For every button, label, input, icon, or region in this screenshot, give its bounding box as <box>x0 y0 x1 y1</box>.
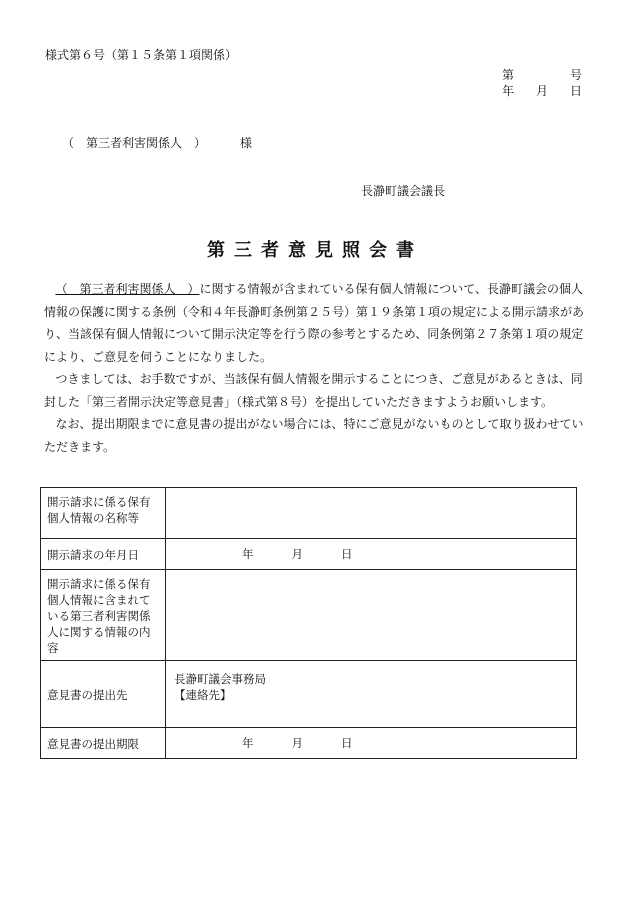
table-row <box>41 728 577 759</box>
row-value-info-content[interactable] <box>166 570 577 661</box>
table-row <box>41 661 577 728</box>
paragraph-1 <box>44 278 588 368</box>
row-value-request-date[interactable] <box>166 539 577 570</box>
sender: 長瀞町議会議長 <box>361 184 446 198</box>
row-label-deadline: 意見書の提出期限 <box>41 728 166 759</box>
row-label-info-name: 開示請求に係る保有個人情報の名称等 <box>41 488 166 539</box>
addressee-name: （ 第三者利害関係人 ） <box>62 136 207 150</box>
table-row <box>41 570 577 661</box>
number-suffix: 号 <box>569 68 582 82</box>
date-year: 年 <box>501 84 514 98</box>
row-label-info-content: 開示請求に係る保有個人情報に含まれている第三者利害関係人に関する情報の内容 <box>41 570 166 661</box>
info-table <box>40 487 577 759</box>
table-row <box>41 488 577 539</box>
request-date-year: 年 <box>242 547 254 561</box>
document-number <box>502 66 582 83</box>
paragraph-3 <box>44 413 588 458</box>
addressee-honorific: 様 <box>240 136 253 150</box>
document-date <box>502 82 582 99</box>
request-date-month: 月 <box>291 547 303 561</box>
deadline-day: 日 <box>341 736 353 750</box>
row-value-submission-to <box>166 661 577 728</box>
number-prefix: 第 <box>501 68 514 82</box>
row-value-deadline[interactable] <box>166 728 577 759</box>
contact-label: 【連絡先】 <box>174 688 232 702</box>
paragraph-2-text: つきましては、お手数ですが、当該保有個人情報を開示することにつき、ご意見があるときは、同封した「第三者開示決定等意見書」（様式第８号）を提出していただきますようお願いします。 <box>44 372 583 409</box>
submission-office: 長瀞町議会事務局 <box>174 672 266 686</box>
paragraph-3-text: なお、提出期限までに意見書の提出がない場合には、特にご意見がないものとして取り扱わせていただきます。 <box>44 417 584 454</box>
request-date-day: 日 <box>341 547 353 561</box>
body-text <box>44 278 588 458</box>
paragraph-1-text: に関する情報が含まれている保有個人情報について、長瀞町議会の個人情報の保護に関する条例（令和４年長瀞町条例第２５号）第１９条第１項の規定による開示請求があり、当該保有個人情報について開示決定等を行う際の参考とするため、同条例第２７条第１項の規定により、ご意見を伺うことになりました。 <box>44 282 585 364</box>
row-label-submission-to: 意見書の提出先 <box>41 661 166 728</box>
addressee <box>62 134 252 151</box>
deadline-year: 年 <box>242 736 254 750</box>
row-value-info-name[interactable] <box>166 488 577 539</box>
form-number-label: 様式第６号（第１５条第１項関係） <box>45 48 238 62</box>
document-title: 第三者意見照会書 <box>207 240 423 261</box>
paragraph-2 <box>44 368 588 413</box>
table-row <box>41 539 577 570</box>
date-day: 日 <box>569 84 582 98</box>
deadline-month: 月 <box>291 736 303 750</box>
row-label-request-date: 開示請求の年月日 <box>41 539 166 570</box>
date-month: 月 <box>535 84 548 98</box>
third-party-name: （ 第三者利害関係人 ） <box>55 282 200 296</box>
